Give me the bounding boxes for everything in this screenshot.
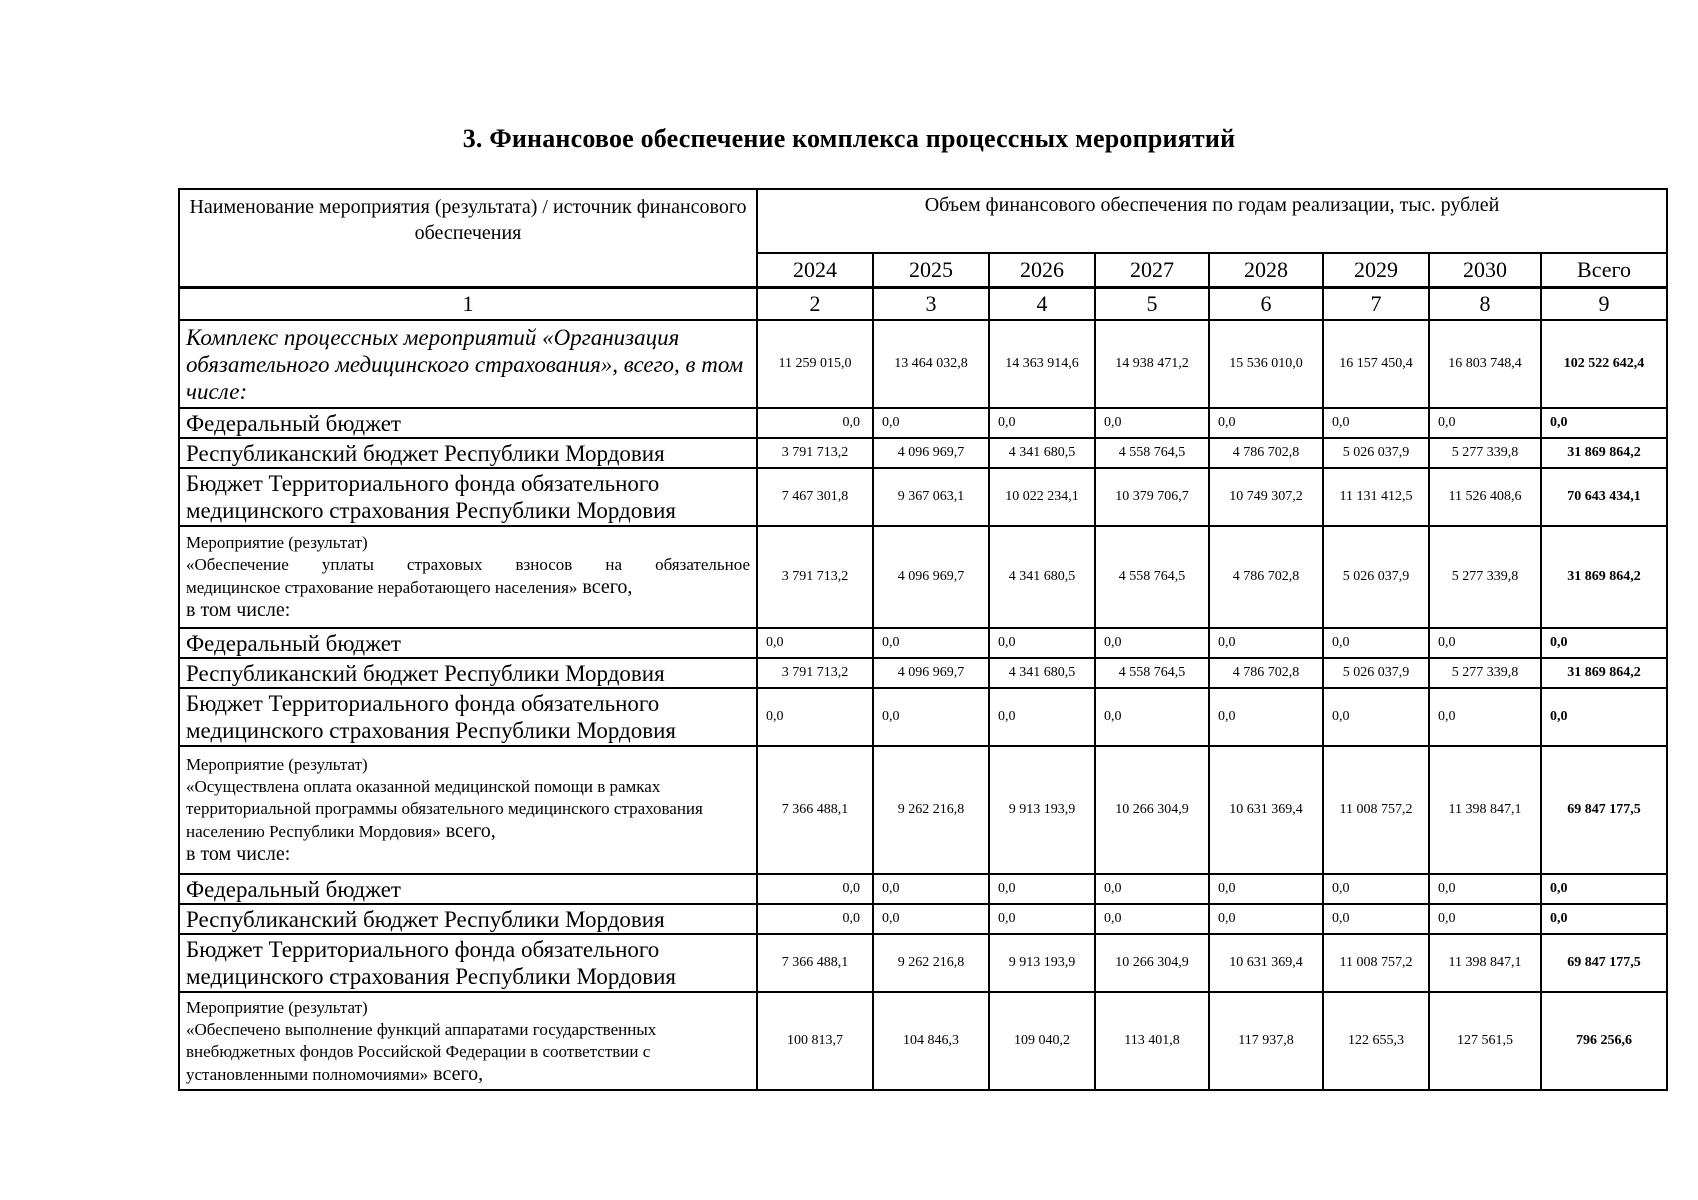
value-cell: 16 157 450,4: [1323, 320, 1429, 408]
value-cell: 11 398 847,1: [1429, 746, 1541, 874]
value-cell: 122 655,3: [1323, 992, 1429, 1090]
row-name-line: Мероприятие (результат): [186, 997, 368, 1017]
value-cell: 4 558 764,5: [1095, 526, 1209, 628]
value-cell: 0,0: [1095, 408, 1209, 438]
total-cell: 796 256,6: [1541, 992, 1667, 1090]
table-row: [179, 658, 1667, 688]
col-number: 3: [873, 288, 989, 320]
finance-table: [178, 287, 1668, 1091]
value-cell: 0,0: [757, 874, 873, 904]
value-cell: 104 846,3: [873, 992, 989, 1090]
year-2028: 2028: [1209, 253, 1323, 287]
year-2025: 2025: [873, 253, 989, 287]
value-cell: 4 341 680,5: [989, 438, 1095, 468]
value-cell: 10 749 307,2: [1209, 468, 1323, 526]
value-cell: 14 938 471,2: [1095, 320, 1209, 408]
value-cell: 10 266 304,9: [1095, 934, 1209, 992]
year-2027: 2027: [1095, 253, 1209, 287]
table-row: [179, 904, 1667, 934]
table-row: [179, 408, 1667, 438]
col-number: 4: [989, 288, 1095, 320]
value-cell: 109 040,2: [989, 992, 1095, 1090]
value-cell: 0,0: [757, 408, 873, 438]
total-cell: 69 847 177,5: [1541, 746, 1667, 874]
row-name: Комплекс процессных мероприятий «Организация обязательного медицинского страхования», всего, в том числе:: [179, 320, 757, 408]
row-name: Федеральный бюджет: [179, 874, 757, 904]
value-cell: 100 813,7: [757, 992, 873, 1090]
value-cell: 16 803 748,4: [1429, 320, 1541, 408]
value-cell: 7 467 301,8: [757, 468, 873, 526]
table-row: [179, 934, 1667, 992]
value-cell: 10 631 369,4: [1209, 934, 1323, 992]
year-2024: 2024: [757, 253, 873, 287]
value-cell: 0,0: [873, 408, 989, 438]
row-name: Федеральный бюджет: [179, 628, 757, 658]
col-number: 5: [1095, 288, 1209, 320]
value-cell: 0,0: [1323, 628, 1429, 658]
total-cell: 31 869 864,2: [1541, 658, 1667, 688]
value-cell: 0,0: [1429, 408, 1541, 438]
value-cell: 0,0: [1429, 688, 1541, 746]
value-cell: 0,0: [989, 408, 1095, 438]
value-cell: 127 561,5: [1429, 992, 1541, 1090]
row-name-line: в том числе:: [186, 843, 291, 865]
col-number: 2: [757, 288, 873, 320]
value-cell: 4 558 764,5: [1095, 438, 1209, 468]
total-cell: 31 869 864,2: [1541, 526, 1667, 628]
value-cell: 0,0: [1429, 628, 1541, 658]
value-cell: 4 786 702,8: [1209, 658, 1323, 688]
value-cell: 5 277 339,8: [1429, 526, 1541, 628]
value-cell: 9 262 216,8: [873, 934, 989, 992]
row-name: Бюджет Территориального фонда обязательного медицинского страхования Республики Мордовия: [179, 688, 757, 746]
table-row: [179, 468, 1667, 526]
row-name: Федеральный бюджет: [179, 408, 757, 438]
value-cell: 0,0: [757, 688, 873, 746]
table-row: [179, 628, 1667, 658]
value-cell: 10 379 706,7: [1095, 468, 1209, 526]
value-cell: 11 526 408,6: [1429, 468, 1541, 526]
value-cell: 11 131 412,5: [1323, 468, 1429, 526]
row-name: Бюджет Территориального фонда обязательного медицинского страхования Республики Мордовия: [179, 468, 757, 526]
header-name-col: Наименование мероприятия (результата) / источник финансового обеспечения: [179, 189, 757, 287]
value-cell: 0,0: [1323, 408, 1429, 438]
row-name-line: Мероприятие (результат): [186, 755, 368, 774]
value-cell: 4 558 764,5: [1095, 658, 1209, 688]
year-2030: 2030: [1429, 253, 1541, 287]
value-cell: 5 277 339,8: [1429, 438, 1541, 468]
value-cell: 4 786 702,8: [1209, 526, 1323, 628]
total-cell: 0,0: [1541, 874, 1667, 904]
value-cell: 11 259 015,0: [757, 320, 873, 408]
value-cell: 0,0: [989, 904, 1095, 934]
table-row: [179, 526, 1667, 628]
row-name: [179, 746, 757, 874]
value-cell: 3 791 713,2: [757, 526, 873, 628]
value-cell: 0,0: [1323, 904, 1429, 934]
value-cell: 10 266 304,9: [1095, 746, 1209, 874]
row-name-line: «Обеспечение уплаты страховых взносов на обязательное: [186, 555, 750, 574]
value-cell: 0,0: [1323, 874, 1429, 904]
value-cell: 0,0: [873, 688, 989, 746]
table-row: [179, 320, 1667, 408]
year-2029: 2029: [1323, 253, 1429, 287]
value-cell: 0,0: [873, 904, 989, 934]
value-cell: 7 366 488,1: [757, 746, 873, 874]
value-cell: 0,0: [1209, 408, 1323, 438]
total-cell: 0,0: [1541, 408, 1667, 438]
value-cell: 0,0: [1095, 904, 1209, 934]
row-name: Бюджет Территориального фонда обязательного медицинского страхования Республики Мордовия: [179, 934, 757, 992]
value-cell: 4 786 702,8: [1209, 438, 1323, 468]
value-cell: 0,0: [1209, 874, 1323, 904]
value-cell: 9 367 063,1: [873, 468, 989, 526]
value-cell: 0,0: [989, 874, 1095, 904]
value-cell: 9 913 193,9: [989, 934, 1095, 992]
value-cell: 0,0: [1209, 688, 1323, 746]
value-cell: 0,0: [873, 628, 989, 658]
row-name: [179, 992, 757, 1090]
total-cell: 31 869 864,2: [1541, 438, 1667, 468]
value-cell: 10 022 234,1: [989, 468, 1095, 526]
value-cell: 4 096 969,7: [873, 438, 989, 468]
value-cell: 0,0: [989, 628, 1095, 658]
value-cell: 11 398 847,1: [1429, 934, 1541, 992]
col-number: 1: [179, 288, 757, 320]
row-name-line: в том числе:: [186, 599, 291, 621]
value-cell: 0,0: [989, 688, 1095, 746]
year-2026: 2026: [989, 253, 1095, 287]
row-name-tail: всего,: [440, 820, 496, 842]
value-cell: 5 026 037,9: [1323, 526, 1429, 628]
value-cell: 4 096 969,7: [873, 526, 989, 628]
year-total: Всего: [1541, 253, 1667, 287]
value-cell: 0,0: [1095, 688, 1209, 746]
table-row: [179, 874, 1667, 904]
column-numbers-row: [179, 288, 1667, 320]
row-name-line: «Обеспечено выполнение функций аппаратами государственных внебюджетных фондов Российской Федерации в соответствии с установленными полномочиями»: [186, 1019, 657, 1084]
total-cell: 0,0: [1541, 688, 1667, 746]
row-name: Республиканский бюджет Республики Мордовия: [179, 904, 757, 934]
value-cell: 0,0: [1209, 628, 1323, 658]
row-name: Республиканский бюджет Республики Мордовия: [179, 438, 757, 468]
header-volume-col: Объем финансового обеспечения по годам реализации, тыс. рублей: [757, 189, 1667, 253]
table-row: [179, 746, 1667, 874]
total-cell: 102 522 642,4: [1541, 320, 1667, 408]
value-cell: 0,0: [1209, 904, 1323, 934]
total-cell: 0,0: [1541, 904, 1667, 934]
col-number: 8: [1429, 288, 1541, 320]
table-row: [179, 438, 1667, 468]
value-cell: 4 341 680,5: [989, 526, 1095, 628]
value-cell: 15 536 010,0: [1209, 320, 1323, 408]
value-cell: 0,0: [1323, 688, 1429, 746]
total-cell: 69 847 177,5: [1541, 934, 1667, 992]
value-cell: 10 631 369,4: [1209, 746, 1323, 874]
row-name-tail: всего,: [577, 576, 633, 598]
value-cell: 5 026 037,9: [1323, 438, 1429, 468]
total-cell: 0,0: [1541, 628, 1667, 658]
table-header: [178, 188, 1668, 288]
table-row: [179, 688, 1667, 746]
value-cell: 0,0: [757, 904, 873, 934]
col-number: 7: [1323, 288, 1429, 320]
total-cell: 70 643 434,1: [1541, 468, 1667, 526]
value-cell: 14 363 914,6: [989, 320, 1095, 408]
value-cell: 4 096 969,7: [873, 658, 989, 688]
value-cell: 9 262 216,8: [873, 746, 989, 874]
row-name: Республиканский бюджет Республики Мордовия: [179, 658, 757, 688]
value-cell: 11 008 757,2: [1323, 934, 1429, 992]
value-cell: 0,0: [873, 874, 989, 904]
page-title: 3. Финансовое обеспечение комплекса процессных мероприятий: [462, 124, 1236, 153]
value-cell: 9 913 193,9: [989, 746, 1095, 874]
value-cell: 117 937,8: [1209, 992, 1323, 1090]
value-cell: 4 341 680,5: [989, 658, 1095, 688]
row-name: [179, 526, 757, 628]
value-cell: 5 026 037,9: [1323, 658, 1429, 688]
value-cell: 0,0: [1095, 874, 1209, 904]
value-cell: 3 791 713,2: [757, 658, 873, 688]
value-cell: 7 366 488,1: [757, 934, 873, 992]
value-cell: 0,0: [1095, 628, 1209, 658]
table-row: [179, 992, 1667, 1090]
value-cell: 13 464 032,8: [873, 320, 989, 408]
value-cell: 113 401,8: [1095, 992, 1209, 1090]
row-name-tail: всего,: [428, 1062, 484, 1085]
value-cell: 5 277 339,8: [1429, 658, 1541, 688]
value-cell: 3 791 713,2: [757, 438, 873, 468]
row-name-line: медицинское страхование неработающего населения»: [186, 578, 578, 597]
row-name-line: Мероприятие (результат): [186, 533, 368, 552]
col-number: 6: [1209, 288, 1323, 320]
row-name-line: «Осуществлена оплата оказанной медицинской помощи в рамках территориальной программы обязательного медицинского страхования населению Республики Мордовия»: [186, 777, 703, 841]
value-cell: 11 008 757,2: [1323, 746, 1429, 874]
value-cell: 0,0: [757, 628, 873, 658]
value-cell: 0,0: [1429, 874, 1541, 904]
value-cell: 0,0: [1429, 904, 1541, 934]
col-number: 9: [1541, 288, 1667, 320]
